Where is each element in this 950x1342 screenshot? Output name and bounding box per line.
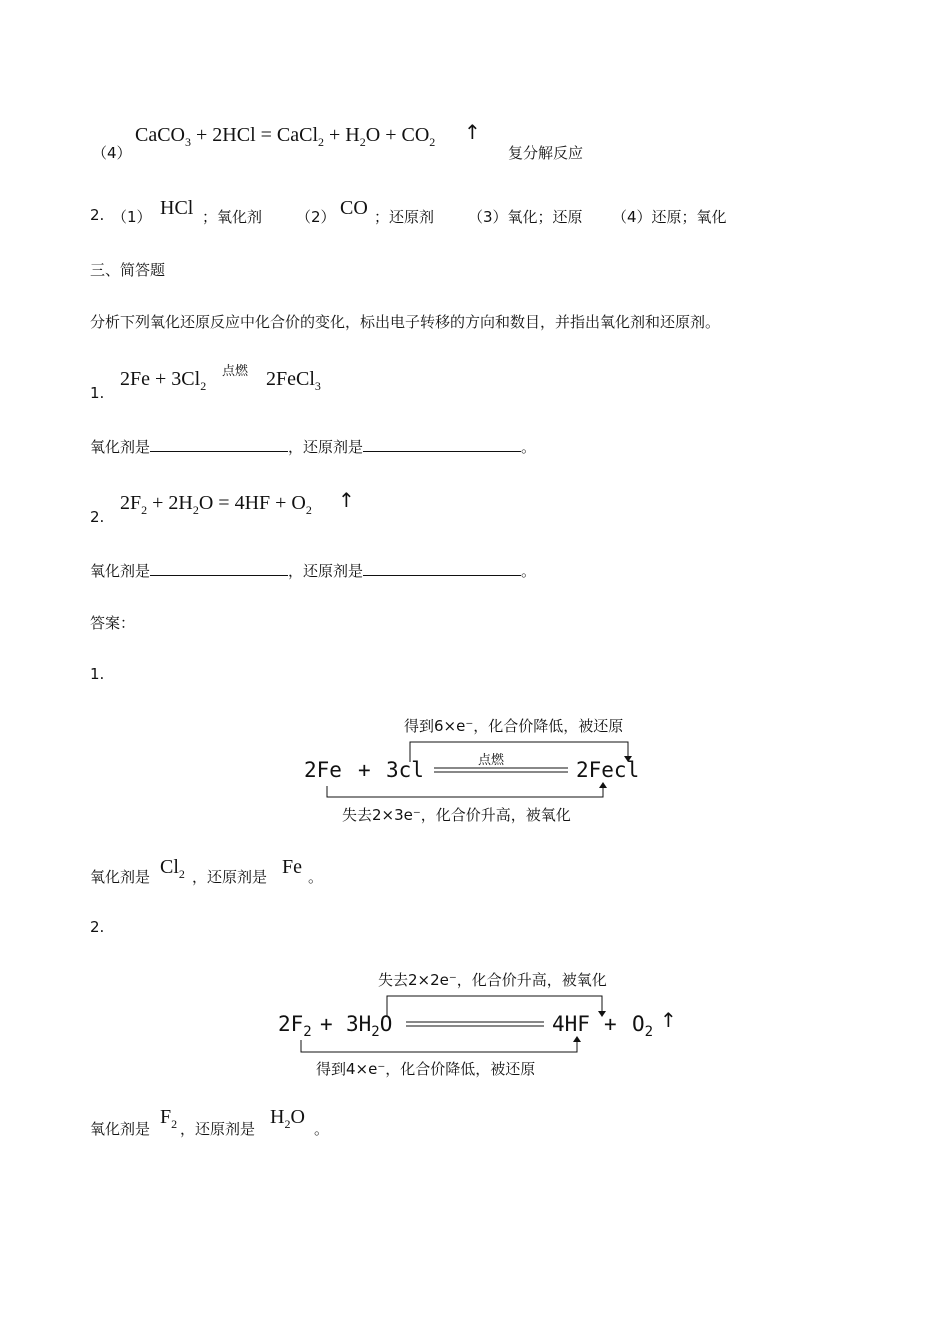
q2-part1-text: ；氧化剂 xyxy=(202,208,263,226)
answer-label: 答案： xyxy=(90,614,136,632)
q2-part4: （4）还原；氧化 xyxy=(612,208,727,226)
ans2-product-hf: 4HF xyxy=(552,1012,590,1036)
problem-2-equation: $2F_2 + 2H_2O = 4HF + O_2$ xyxy=(120,492,312,517)
instructions: 分析下列氧化还原反应中化合价的变化，标出电子转移的方向和数目，并指出氧化剂和还原剂。 xyxy=(90,313,721,331)
reaction-type: 复分解反应 xyxy=(508,144,584,162)
problem-1-product: 2FeCl$_3$ xyxy=(266,368,321,393)
ans1-product: 2Fecl xyxy=(576,758,640,782)
answer-2-number: 2. xyxy=(90,918,105,936)
ans2-plus-1: + xyxy=(320,1012,333,1036)
reaction-condition: 点燃 xyxy=(222,364,249,379)
q2-part2-text: ；还原剂 xyxy=(374,208,435,226)
ans1-gain-label: 得到6×e⁻，化合价降低，被还原 xyxy=(404,717,624,735)
problem-1-answer-line: 氧化剂是 ，还原剂是 。 xyxy=(90,438,537,456)
ans2-product-o2: $O_2$ xyxy=(632,1012,654,1041)
arrow-head-icon xyxy=(573,1036,581,1042)
ans1-lose-label: 失去2×3e⁻，化合价升高，被氧化 xyxy=(342,806,571,824)
ans1-reductant: Fe xyxy=(282,856,302,878)
q2-part2-number: （2） xyxy=(296,208,336,226)
ans2-gain-label: 得到4×e⁻，化合价降低，被还原 xyxy=(316,1060,536,1078)
q2-part3: （3）氧化；还原 xyxy=(468,208,583,226)
q2-part1-formula: HCl xyxy=(160,197,194,219)
ans2-result-reductant-label: ，还原剂是 xyxy=(180,1120,256,1138)
ans1-result-reductant-label: ，还原剂是 xyxy=(192,868,268,886)
ans2-lose-label: 失去2×2e⁻，化合价升高，被氧化 xyxy=(378,971,607,989)
ans2-reductant: $H_2O$ xyxy=(270,1106,305,1131)
q2-part1-number: （1） xyxy=(112,208,152,226)
gas-up-arrow-icon: ↑ xyxy=(338,488,355,512)
problem-1-number: 1. xyxy=(90,384,105,402)
ans2-result-end: 。 xyxy=(314,1120,330,1138)
ans1-plus: + xyxy=(358,758,371,782)
ans1-oxidant: $Cl_2$ xyxy=(160,856,185,881)
gas-up-arrow-icon: ↑ xyxy=(660,1008,677,1032)
q2-number: 2. xyxy=(90,206,105,224)
ans2-reactant-h2o: $3H_2O$ xyxy=(346,1012,393,1041)
ans1-result-end: 。 xyxy=(308,868,324,886)
problem-2-answer-line: 氧化剂是 ，还原剂是 。 xyxy=(90,562,537,580)
item-4-number: （4） xyxy=(92,144,132,162)
ans2-plus-2: + xyxy=(604,1012,617,1036)
ans1-reactant-cl: 3cl xyxy=(386,758,424,782)
ans2-result: 氧化剂是 xyxy=(90,1120,151,1138)
item-4-equation: CaCO$_3$ + 2HCl = CaCl$_2$ + $H_2O + CO_2$ xyxy=(135,124,436,149)
q2-part2-formula: CO xyxy=(340,197,368,219)
answer-1-number: 1. xyxy=(90,665,105,683)
ans1-result: 氧化剂是 xyxy=(90,868,151,886)
gas-up-arrow-icon: ↑ xyxy=(464,120,481,144)
problem-1-equation: $2Fe + 3Cl_2$ xyxy=(120,368,207,393)
ans2-oxidant: $F_2$ xyxy=(160,1106,178,1131)
section-heading: 三、简答题 xyxy=(90,261,166,279)
ans1-condition: 点燃 xyxy=(478,753,505,768)
gain-electron-bracket xyxy=(301,1037,577,1052)
ans2-reactant-f2: $2F_2$ xyxy=(278,1012,312,1041)
ans1-reactant-fe: 2Fe xyxy=(304,758,342,782)
problem-2-number: 2. xyxy=(90,508,105,526)
